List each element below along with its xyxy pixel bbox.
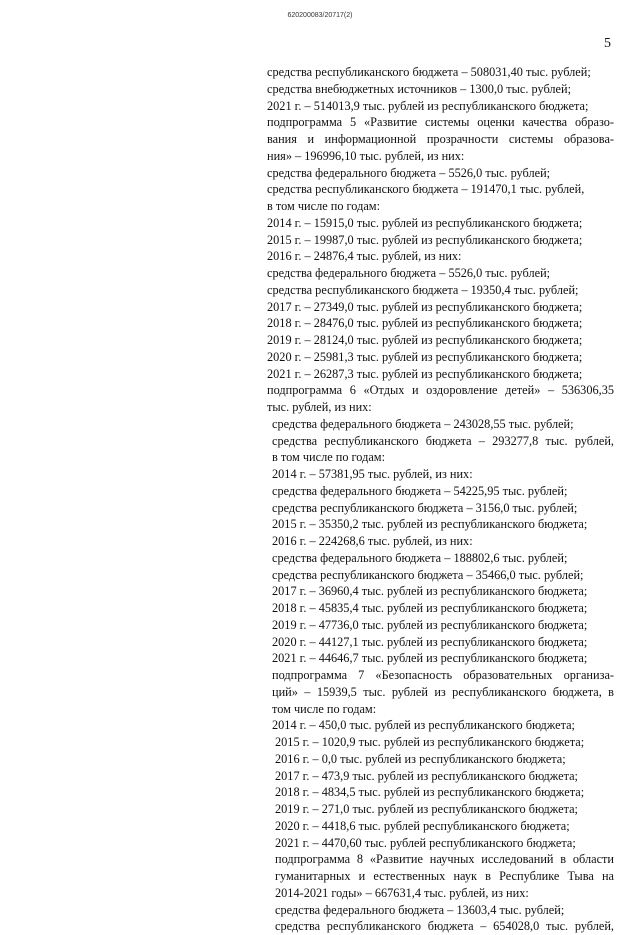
text-line: 2017 г. – 36960,4 тыс. рублей из республиканского бюджета;: [272, 584, 588, 599]
text-line: 2020 г. – 4418,6 тыс. рублей республиканского бюджета;: [275, 818, 570, 833]
text-line: 2016 г. – 24876,4 тыс. рублей, из них:: [267, 249, 462, 264]
text-line: том числе по годам:: [272, 701, 377, 716]
text-line: 2015 г. – 1020,9 тыс. рублей из республиканского бюджета;: [275, 735, 585, 749]
text-line: средства республиканского бюджета – 35466,0 тыс. рублей;: [272, 567, 584, 582]
text-line: средства республиканского бюджета – 3156,0 тыс. рублей;: [272, 500, 578, 515]
text-line: 2021 г. – 26287,3 тыс. рублей из республиканского бюджета;: [267, 366, 583, 381]
text-line: 2021 г. – 514013,9 тыс. рублей из республиканского бюджета;: [267, 98, 589, 113]
text-line: средства республиканского бюджета – 191470,1 тыс. рублей,: [267, 182, 585, 197]
text-line: подпрограмма 6 «Отдых и оздоровление детей» – 536306,35: [267, 383, 614, 398]
text-line: 2019 г. – 28124,0 тыс. рублей из республиканского бюджета;: [267, 333, 583, 347]
text-line: ций» – 15939,5 тыс. рублей из республиканского бюджета, в: [272, 684, 614, 699]
text-line: средства федерального бюджета – 5526,0 тыс. рублей;: [267, 165, 551, 180]
text-line: 2018 г. – 45835,4 тыс. рублей из республиканского бюджета;: [272, 601, 588, 615]
text-line: 2017 г. – 27349,0 тыс. рублей из республиканского бюджета;: [267, 299, 583, 314]
text-line: средства республиканского бюджета – 19350,4 тыс. рублей;: [267, 282, 579, 297]
text-line: 2014 г. – 57381,95 тыс. рублей, из них:: [272, 467, 473, 481]
text-line: средства федерального бюджета – 188802,6 тыс. рублей;: [272, 550, 568, 565]
text-line: 2014-2021 годы» – 667631,4 тыс. рублей, из них:: [275, 885, 529, 900]
text-line: 2021 г. – 44646,7 тыс. рублей из республиканского бюджета;: [272, 651, 588, 666]
text-line: 2019 г. – 271,0 тыс. рублей из республиканского бюджета;: [275, 802, 578, 816]
text-line: подпрограмма 5 «Развитие системы оценки качества образо-: [267, 115, 614, 130]
text-line: 2020 г. – 44127,1 тыс. рублей из республиканского бюджета;: [272, 634, 588, 649]
document-code: 620200083/20717(2): [287, 12, 353, 19]
text-line: 2016 г. – 0,0 тыс. рублей из республиканского бюджета;: [275, 751, 566, 766]
text-line: средства федерального бюджета – 54225,95 тыс. рублей;: [272, 483, 568, 498]
text-line: 2015 г. – 35350,2 тыс. рублей из республиканского бюджета;: [272, 517, 588, 532]
text-line: 2014 г. – 450,0 тыс. рублей из республиканского бюджета;: [272, 718, 575, 733]
text-line: средства республиканского бюджета – 654028,0 тыс. рублей,: [275, 919, 614, 934]
text-line: 2017 г. – 473,9 тыс. рублей из республиканского бюджета;: [275, 768, 578, 783]
text-line: 2016 г. – 224268,6 тыс. рублей, из них:: [272, 534, 473, 548]
text-line: средства федерального бюджета – 243028,55 тыс. рублей;: [272, 416, 574, 431]
text-line: средства республиканского бюджета – 508031,40 тыс. рублей;: [267, 65, 591, 79]
text-line: средства федерального бюджета – 5526,0 тыс. рублей;: [267, 266, 551, 280]
text-line: 2020 г. – 25981,3 тыс. рублей из республиканского бюджета;: [267, 349, 583, 364]
page-number: 5: [604, 36, 611, 51]
text-line: гуманитарных и естественных наук в Республике Тыва на: [275, 869, 614, 883]
text-line: ния» – 196996,10 тыс. рублей, из них:: [267, 148, 465, 163]
body-text: [267, 64, 614, 935]
text-line: в том числе по годам:: [267, 199, 381, 213]
text-line: подпрограмма 8 «Развитие научных исследований в области: [275, 852, 614, 867]
text-line: 2021 г. – 4470,60 тыс. рублей республиканского бюджета;: [275, 835, 576, 850]
text-line: средства федерального бюджета – 13603,4 тыс. рублей;: [275, 902, 565, 917]
text-line: тыс. рублей, из них:: [267, 400, 372, 414]
text-line: подпрограмма 7 «Безопасность образовательных организа-: [272, 668, 614, 682]
text-line: 2018 г. – 28476,0 тыс. рублей из республиканского бюджета;: [267, 316, 583, 331]
text-line: вания и информационной прозрачности системы образова-: [267, 132, 614, 146]
text-line: средства республиканского бюджета – 293277,8 тыс. рублей,: [272, 433, 614, 448]
text-line: 2015 г. – 19987,0 тыс. рублей из республиканского бюджета;: [267, 232, 583, 247]
text-line: 2014 г. – 15915,0 тыс. рублей из республиканского бюджета;: [267, 215, 583, 230]
text-line: 2019 г. – 47736,0 тыс. рублей из республиканского бюджета;: [272, 617, 588, 632]
text-line: 2018 г. – 4834,5 тыс. рублей из республиканского бюджета;: [275, 785, 585, 800]
text-line: в том числе по годам:: [272, 450, 386, 465]
text-line: средства внебюджетных источников – 1300,0 тыс. рублей;: [267, 81, 571, 96]
